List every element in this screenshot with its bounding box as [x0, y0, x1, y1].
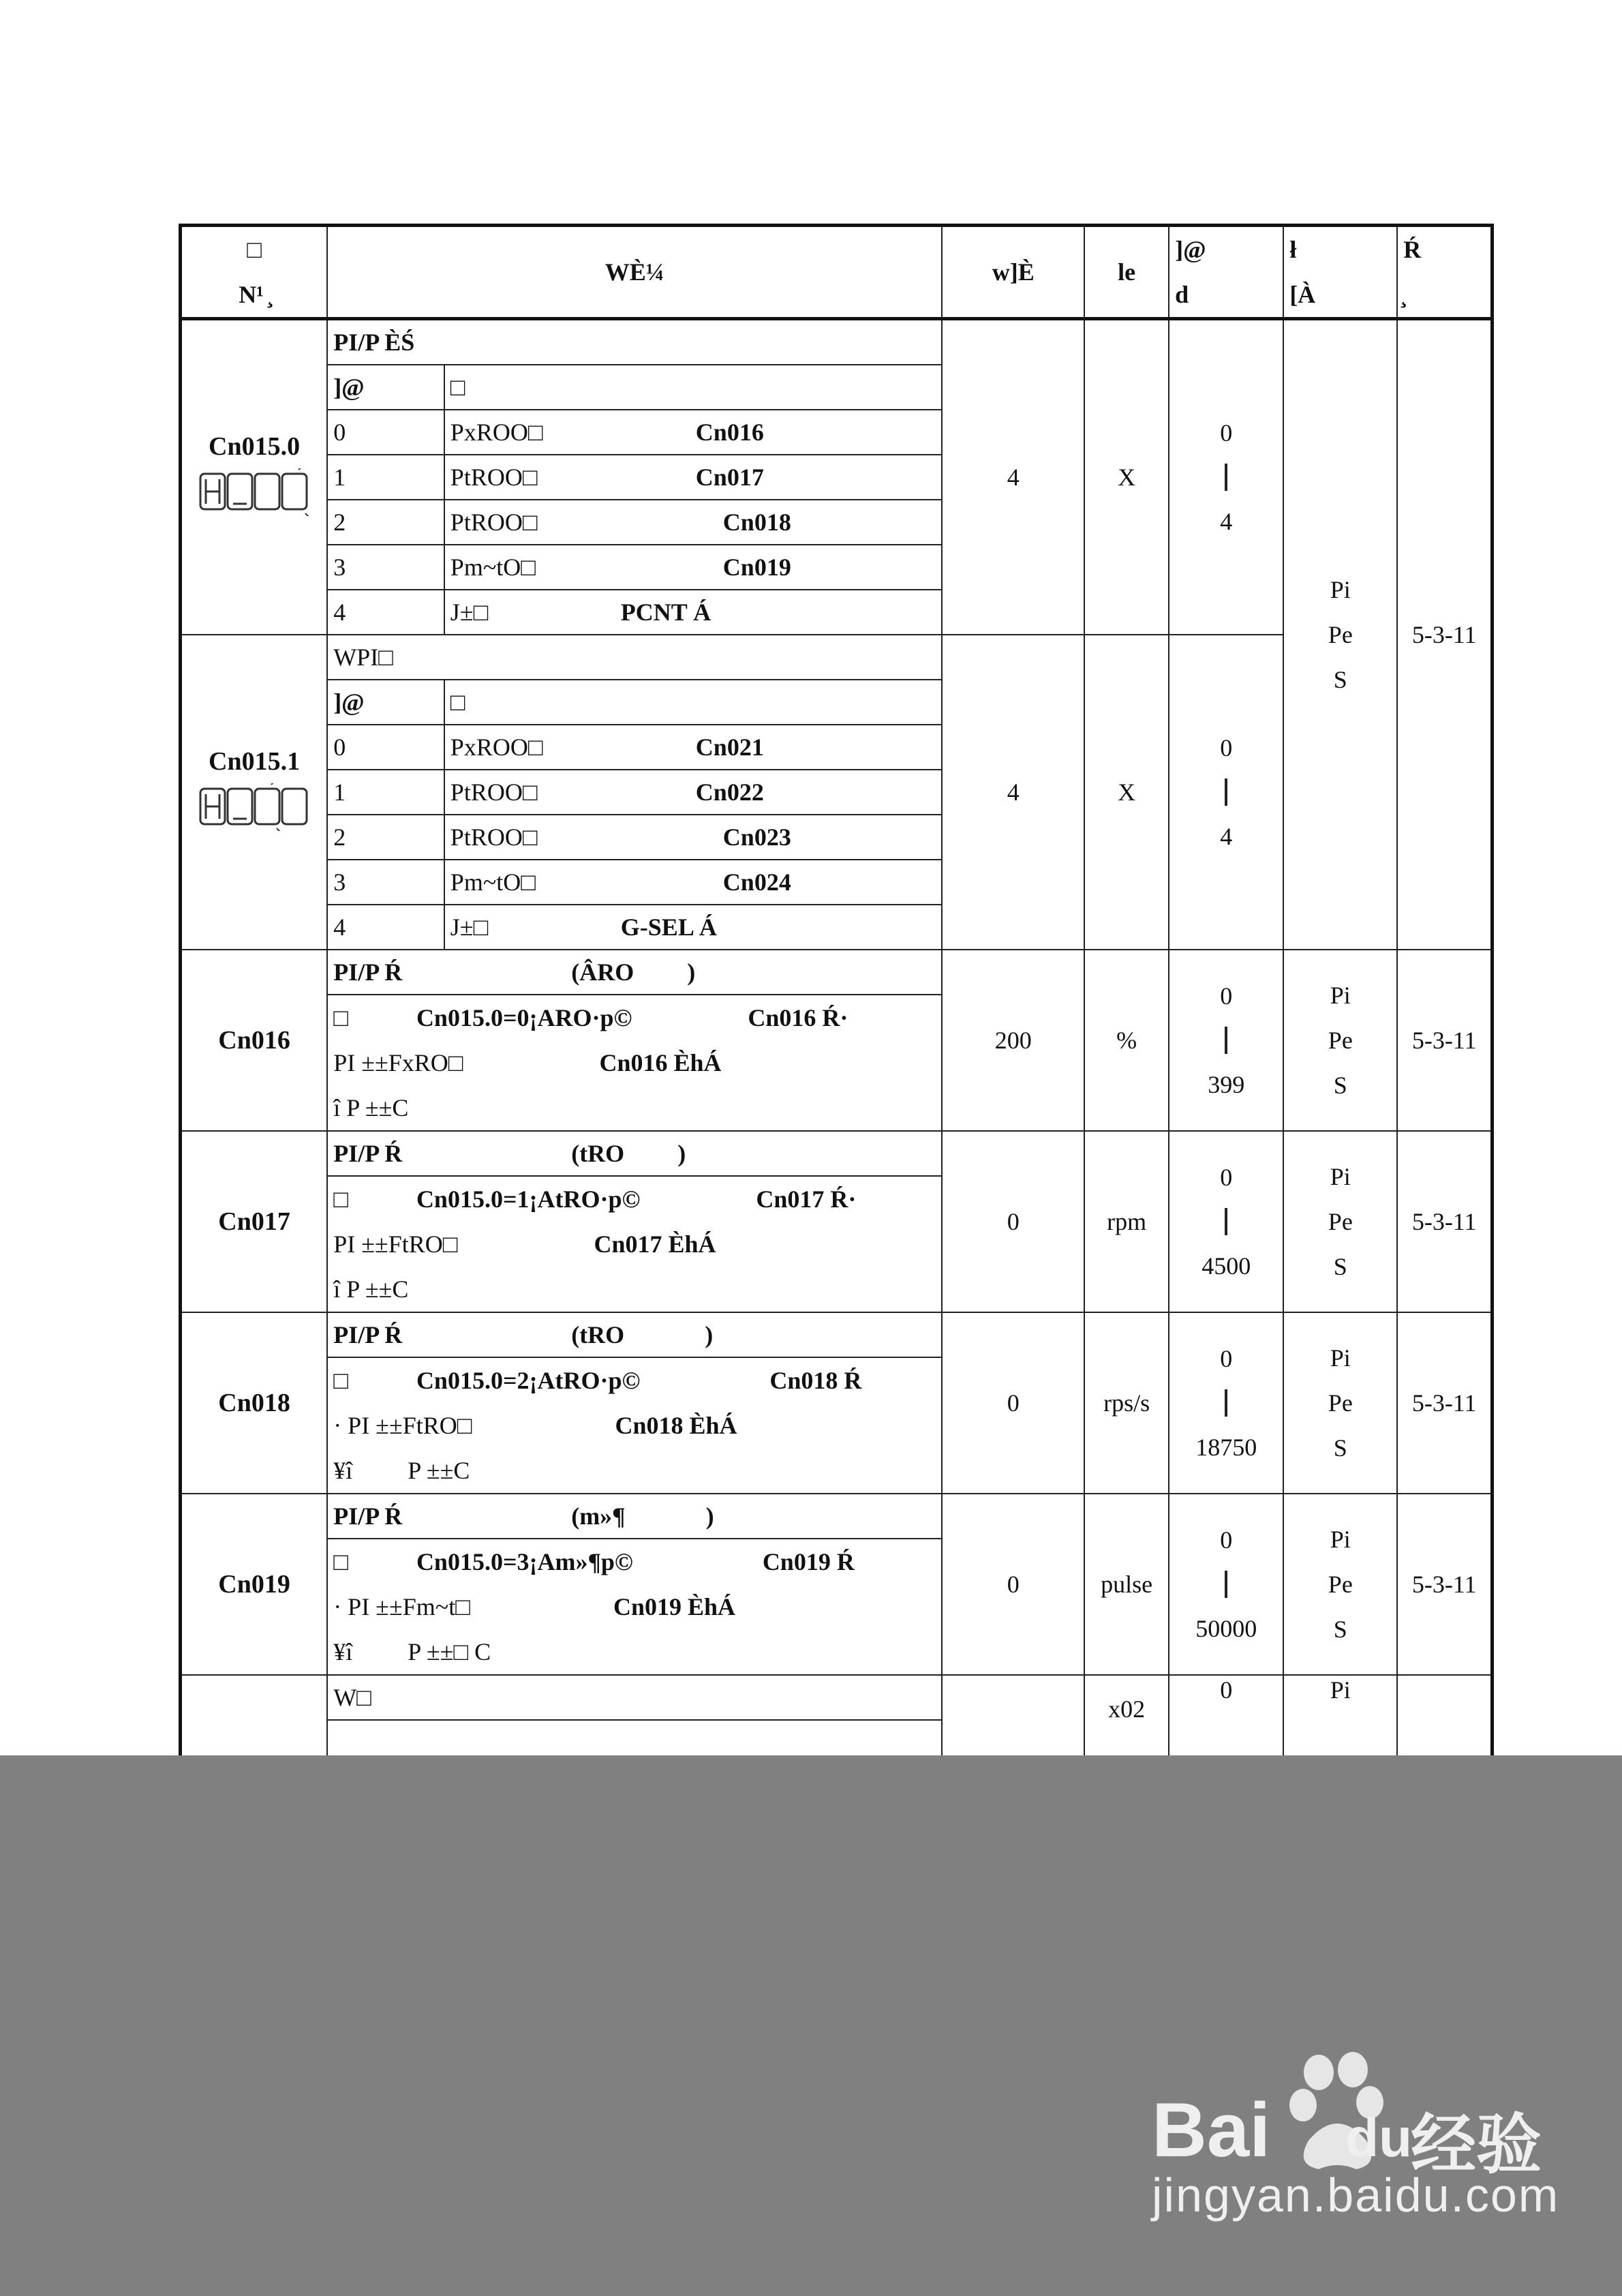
option-number: 3	[327, 860, 444, 905]
desc-line1-b: Cn015.0=1¡AtRO·p©	[416, 1185, 641, 1213]
mode-b: Pe	[1328, 1208, 1353, 1235]
parameter-table	[179, 224, 1494, 1813]
desc-line2-a: PI ±±FxRO□	[333, 1049, 463, 1076]
param-title-paren: (m»¶	[571, 1502, 626, 1530]
unit-value: X	[1084, 319, 1169, 635]
unit-value: rpm	[1084, 1131, 1169, 1312]
param-code: Cn015.1	[209, 747, 301, 776]
desc-line1-c: Cn018 Ŕ	[769, 1367, 862, 1394]
option-number: 0	[327, 725, 444, 770]
range-min: 0	[1169, 1675, 1283, 1811]
param-title-close: )	[677, 1140, 686, 1167]
desc-line1-a: □	[333, 1367, 348, 1394]
range-cell	[1169, 319, 1283, 635]
desc-line1-b: Cn015.0=3¡Am»¶p©	[416, 1548, 633, 1575]
header-mode-top: ł	[1289, 236, 1297, 263]
option-ref: Cn017	[695, 464, 764, 491]
desc-line1-b: Cn015.0=2¡AtRO·p©	[416, 1367, 641, 1394]
param-title-cell	[327, 1312, 942, 1357]
header-range-bottom: d	[1175, 281, 1189, 308]
option-ref: Cn019	[722, 554, 791, 581]
param-code: Cn019	[181, 1494, 328, 1675]
range-max: 4500	[1202, 1252, 1251, 1280]
option-description	[444, 590, 943, 635]
desc-line3: î P ±±C	[333, 1275, 409, 1303]
mode-b: Pe	[1328, 1027, 1353, 1054]
desc-line1-c: Cn019 Ŕ	[762, 1548, 855, 1575]
desc-line1-a: □	[333, 1004, 348, 1031]
option-subhead-left: ]@	[327, 680, 444, 725]
option-ref: Cn022	[695, 779, 764, 806]
option-number: 2	[327, 500, 444, 545]
param-description	[327, 1539, 942, 1675]
desc-line1-c: Cn017 Ŕ·	[756, 1185, 857, 1213]
desc-line1-c: Cn016 Ŕ·	[748, 1004, 848, 1031]
table-row	[181, 1494, 1493, 1539]
option-text: Pm~tO□	[450, 868, 536, 896]
header-default: w]È	[942, 226, 1084, 319]
table-row	[181, 1131, 1493, 1176]
header-ref-top: Ŕ	[1403, 236, 1422, 263]
option-ref: PCNT Á	[620, 599, 711, 626]
desc-line3: ¥î P ±±□ C	[333, 1638, 491, 1665]
option-description	[444, 860, 943, 905]
option-text: PtROO□	[450, 824, 538, 851]
desc-line3: ¥î P ±±C	[333, 1457, 470, 1484]
option-ref: Cn016	[695, 419, 764, 446]
param-code-cell	[181, 319, 328, 635]
option-description	[444, 905, 943, 950]
unit-value: x02	[1084, 1675, 1169, 1811]
range-min: 0	[1220, 982, 1233, 1010]
option-description	[444, 815, 943, 860]
param-code: Cn018	[181, 1312, 328, 1494]
watermark-brand-text: Bai	[1152, 2087, 1271, 2173]
range-divider	[1225, 1208, 1227, 1235]
header-mode	[1283, 226, 1397, 319]
option-ref: Cn018	[722, 509, 791, 536]
option-number: 0	[327, 410, 444, 455]
option-text: J±□	[450, 599, 489, 626]
ref-cell: 5-3-11	[1397, 950, 1492, 1131]
mode-a: Pi	[1330, 982, 1351, 1009]
desc-line1-a: □	[333, 1548, 348, 1575]
range-divider	[1225, 1389, 1227, 1417]
mode-b: Pe	[1328, 1389, 1353, 1417]
range-max: 50000	[1195, 1615, 1257, 1642]
range-max: 4	[1220, 508, 1233, 535]
header-range	[1169, 226, 1283, 319]
range-max: 18750	[1195, 1434, 1257, 1461]
desc-line1-b: Cn015.0=0¡ARO·p©	[416, 1004, 632, 1031]
ref-cell: 5-3-11	[1397, 319, 1492, 950]
default-value: 4	[942, 635, 1084, 950]
param-title: PI/P Ŕ	[333, 1502, 403, 1530]
default-value: 4	[942, 319, 1084, 635]
option-number: 2	[327, 815, 444, 860]
option-number: 4	[327, 905, 444, 950]
ref-cell: 5-3-11	[1397, 1131, 1492, 1312]
mode-cell	[1283, 1131, 1397, 1312]
param-title-paren: (tRO	[571, 1321, 625, 1348]
option-description	[444, 725, 943, 770]
header-name-function: WÈ¼	[327, 226, 942, 319]
range-max: 4	[1220, 823, 1233, 850]
mode-c: S	[1333, 1616, 1347, 1643]
param-title: PI/P Ŕ	[333, 958, 403, 986]
param-title-close: )	[705, 1502, 714, 1530]
option-text: PtROO□	[450, 779, 538, 806]
option-subhead-right: □	[444, 365, 943, 410]
range-divider	[1225, 464, 1227, 491]
desc-line2-b: Cn017 ÈhÁ	[594, 1230, 716, 1258]
param-title-close: )	[705, 1321, 714, 1348]
unit-value: X	[1084, 635, 1169, 950]
option-subhead-left: ]@	[327, 365, 444, 410]
default-value: 200	[942, 950, 1084, 1131]
param-code-cell	[181, 635, 328, 950]
section-title: W□	[327, 1675, 942, 1720]
param-description	[327, 995, 942, 1131]
option-description	[444, 455, 943, 500]
section-title: WPI□	[327, 635, 942, 680]
desc-line2-b: Cn018 ÈhÁ	[615, 1412, 737, 1439]
option-ref: Cn024	[722, 868, 791, 896]
default-value: 0	[942, 1494, 1084, 1675]
range-cell	[1169, 950, 1283, 1131]
desc-line2-a: · PI ±±Fm~t□	[333, 1593, 470, 1620]
param-title-close: )	[687, 958, 696, 986]
watermark-brand	[1152, 2086, 1412, 2174]
range-cell	[1169, 1494, 1283, 1675]
unit-value: rps/s	[1084, 1312, 1169, 1494]
mode-c: S	[1333, 1072, 1347, 1099]
led-display-icon	[196, 468, 312, 523]
option-description	[444, 770, 943, 815]
default-value: 0	[942, 1312, 1084, 1494]
desc-line3: î P ±±C	[333, 1094, 409, 1121]
range-min: 0	[1220, 734, 1233, 761]
header-param-no-top: □	[247, 236, 262, 263]
option-text: PxROO□	[450, 734, 543, 761]
range-min: 0	[1220, 1345, 1233, 1372]
mode-b: Pe	[1328, 1571, 1353, 1598]
option-number: 1	[327, 770, 444, 815]
param-title-paren: (ÂRO	[571, 958, 634, 986]
header-param-no-bottom: N¹ ̧	[239, 281, 270, 308]
header-unit: le	[1084, 226, 1169, 319]
section-title: PI/P ÈŚ	[327, 319, 942, 365]
mode-a: Pi	[1330, 1163, 1351, 1190]
param-title: PI/P Ŕ	[333, 1321, 403, 1348]
option-text: PxROO□	[450, 419, 543, 446]
led-display-icon	[196, 783, 312, 838]
range-cell	[1169, 635, 1283, 950]
header-range-top: ]@	[1175, 236, 1206, 263]
range-min: 0	[1220, 419, 1233, 447]
range-cell	[1169, 1131, 1283, 1312]
option-subhead-right: □	[444, 680, 943, 725]
header-ref-bottom	[1403, 272, 1485, 317]
mode-cell	[1283, 1312, 1397, 1494]
range-cell	[1169, 1312, 1283, 1494]
option-text: PtROO□	[450, 509, 538, 536]
watermark-cn: 经验	[1411, 2106, 1542, 2183]
mode-c: S	[1333, 1434, 1347, 1462]
watermark-brand-text2: du	[1345, 2107, 1413, 2168]
option-text: PtROO□	[450, 464, 538, 491]
option-description	[444, 410, 943, 455]
param-code: Cn015.0	[209, 432, 301, 461]
mode-cell	[1283, 1494, 1397, 1675]
param-description	[327, 1176, 942, 1312]
option-description	[444, 545, 943, 590]
param-code: Cn016	[181, 950, 328, 1131]
ref-cell: 5-3-11	[1397, 1494, 1492, 1675]
option-ref: G-SEL Á	[620, 913, 717, 941]
desc-line2-b: Cn016 ÈhÁ	[599, 1049, 722, 1076]
desc-line2-a: PI ±±FtRO□	[333, 1230, 458, 1258]
range-max: 399	[1208, 1071, 1245, 1098]
option-number: 4	[327, 590, 444, 635]
param-title: PI/P Ŕ	[333, 1140, 403, 1167]
table-row	[181, 319, 1493, 365]
table-header-row	[181, 226, 1493, 319]
option-description	[444, 500, 943, 545]
header-ref	[1397, 226, 1492, 319]
range-min: 0	[1220, 1164, 1233, 1191]
header-param-no	[181, 226, 328, 319]
mode-b: Pe	[1328, 621, 1353, 648]
mode-c: S	[1333, 666, 1347, 693]
option-text: Pm~tO□	[450, 554, 536, 581]
option-number: 3	[327, 545, 444, 590]
mode-cell	[1283, 319, 1397, 950]
mode-c: S	[1333, 1253, 1347, 1280]
mode-a: Pi	[1330, 1344, 1351, 1372]
range-divider	[1225, 1027, 1227, 1054]
range-divider	[1225, 779, 1227, 806]
param-description	[327, 1357, 942, 1494]
watermark-url: jingyan.baidu.com	[1152, 2169, 1560, 2222]
range-divider	[1225, 1571, 1227, 1598]
option-number: 1	[327, 455, 444, 500]
desc-line1-a: □	[333, 1185, 348, 1213]
param-title-cell	[327, 1494, 942, 1539]
mode-a: Pi	[1330, 1526, 1351, 1553]
table-row	[181, 1312, 1493, 1357]
default-value: 0	[942, 1131, 1084, 1312]
desc-line2-b: Cn019 ÈhÁ	[613, 1593, 736, 1620]
option-ref: Cn023	[722, 824, 791, 851]
ref-cell: 5-3-11	[1397, 1312, 1492, 1494]
mode-cell	[1283, 950, 1397, 1131]
mode-a: Pi	[1283, 1675, 1397, 1811]
option-ref: Cn021	[695, 734, 764, 761]
option-text: J±□	[450, 913, 489, 941]
param-title-cell	[327, 950, 942, 995]
range-min: 0	[1220, 1526, 1233, 1554]
table-row	[181, 950, 1493, 995]
desc-line2-a: · PI ±±FtRO□	[333, 1412, 472, 1439]
table-row	[181, 1675, 1493, 1720]
unit-value: pulse	[1084, 1494, 1169, 1675]
header-mode-bottom: [À	[1289, 281, 1316, 308]
unit-value: %	[1084, 950, 1169, 1131]
param-code: Cn017	[181, 1131, 328, 1312]
mode-a: Pi	[1330, 576, 1351, 603]
param-title-cell	[327, 1131, 942, 1176]
param-title-paren: (tRO	[571, 1140, 625, 1167]
